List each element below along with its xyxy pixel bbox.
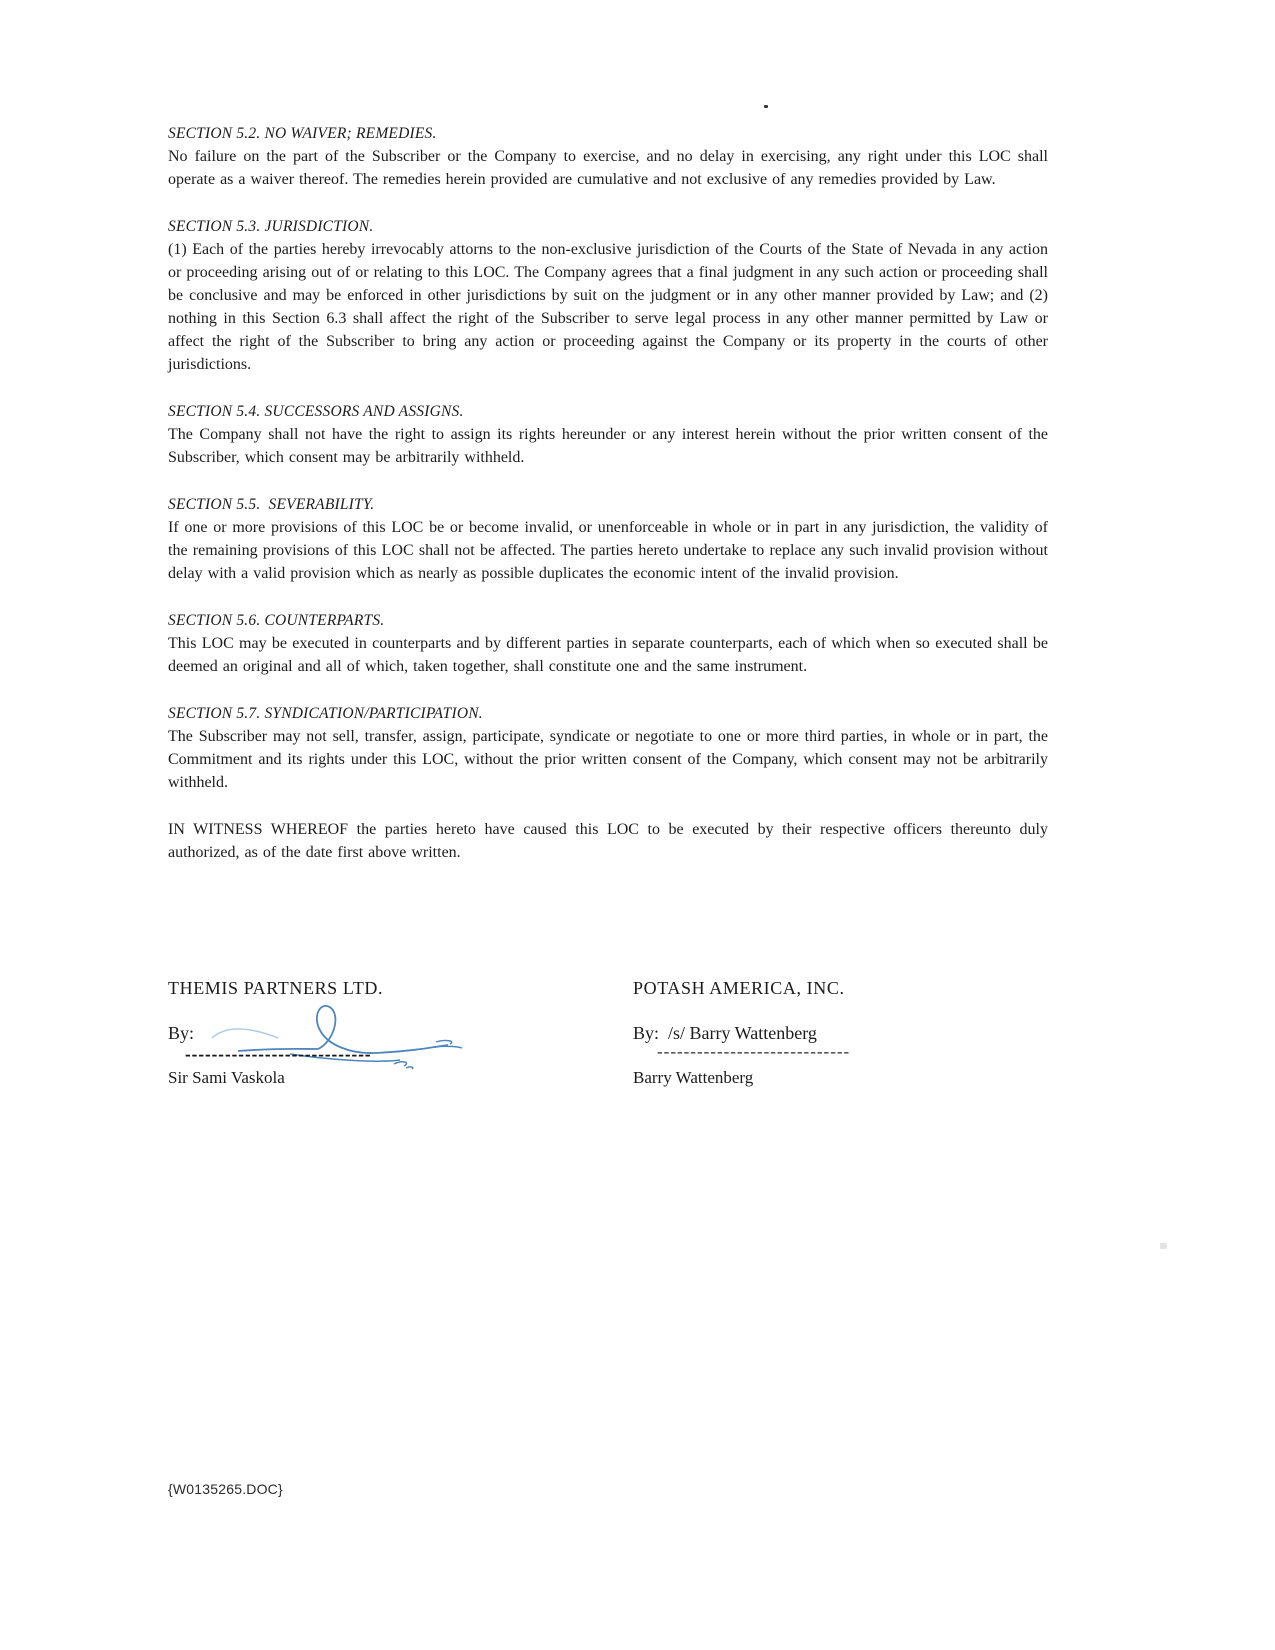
section-5-6	[168, 609, 1048, 678]
section-heading: SECTION 5.4. SUCCESSORS AND ASSIGNS.	[168, 403, 464, 420]
section-5-5	[168, 493, 1048, 585]
by-label: By:	[633, 1023, 660, 1043]
section-body: No failure on the part of the Subscriber or the Company to exercise, and no delay in exercising, any right under this LOC shall operate as a waiver thereof. The remedies herein provided are cumulative and not exclusive of any remedies provided by Law.	[168, 148, 1048, 188]
section-body: This LOC may be executed in counterparts and by different parties in separate counterparts, each of which when so executed shall be deemed an original and all of which, taken together, shall constitute one and the same instrument.	[168, 635, 1048, 675]
witness-clause: IN WITNESS WHEREOF the parties hereto have caused this LOC to be executed by their respective officers thereunto duly authorized, as of the date first above written.	[168, 821, 1048, 861]
section-5-2	[168, 122, 1048, 191]
signature-stroke-tail	[434, 1041, 462, 1048]
section-5-3	[168, 215, 1048, 376]
scan-artifact-dot	[764, 105, 768, 108]
signatory-name: Barry Wattenberg	[633, 1068, 754, 1087]
company-name: THEMIS PARTNERS LTD.	[168, 978, 384, 998]
signatory-name: Sir Sami Vaskola	[168, 1068, 285, 1087]
section-5-7	[168, 702, 1048, 794]
signature-block-potash	[633, 978, 1063, 1108]
signature-line-dashes: -----------------------------	[657, 1042, 851, 1061]
section-heading: SECTION 5.5. SEVERABILITY.	[168, 496, 375, 513]
section-body: The Subscriber may not sell, transfer, assign, participate, syndicate or negotiate to one or more third parties, in whole or in part, the Commitment and its rights under this LOC, without the prior written consent of the Company, which consent may not be arbitrarily withheld.	[168, 728, 1048, 791]
signature-stroke-light	[212, 1029, 278, 1038]
section-body: (1) Each of the parties hereby irrevocably attorns to the non-exclusive jurisdiction of the Courts of the State of Nevada in any action or proceeding arising out of or relating to this LOC. The Company agrees that a final judgment in any such action or proceeding shall be conclusive and may be enforced in other jurisdictions by suit on the judgment or in any other manner provided by Law; and (2) nothing in this Section 6.3 shall affect the right of the Subscriber to serve legal process in any other manner permitted by Law or affect the right of the Subscriber to bring any action or proceeding against the Company or its property in the courts of other jurisdictions.	[168, 241, 1048, 373]
document-body	[168, 122, 1048, 864]
signature-line-dashes: ----------------------------	[185, 1041, 372, 1066]
section-heading: SECTION 5.2. NO WAIVER; REMEDIES.	[168, 125, 437, 142]
conformed-signature-line	[633, 1023, 817, 1044]
signature-area	[0, 978, 1275, 1108]
scan-artifact-dot	[1160, 1243, 1167, 1249]
company-name: POTASH AMERICA, INC.	[633, 978, 845, 998]
section-heading: SECTION 5.7. SYNDICATION/PARTICIPATION.	[168, 705, 483, 722]
conformed-signature: /s/ Barry Wattenberg	[668, 1023, 817, 1043]
signature-block-themis	[168, 978, 638, 1108]
section-heading: SECTION 5.3. JURISDICTION.	[168, 218, 374, 235]
section-5-4	[168, 400, 1048, 469]
document-control-number: {W0135265.DOC}	[168, 1481, 283, 1497]
section-heading: SECTION 5.6. COUNTERPARTS.	[168, 612, 385, 629]
section-body: If one or more provisions of this LOC be or become invalid, or unenforceable in whole or in part in any jurisdiction, the validity of the remaining provisions of this LOC shall not be affected. The parties hereto undertake to replace any such invalid provision without delay with a valid provision which as nearly as possible duplicates the economic intent of the invalid provision.	[168, 519, 1048, 582]
section-body: The Company shall not have the right to assign its rights hereunder or any interest herein without the prior written consent of the Subscriber, which consent may be arbitrarily withheld.	[168, 426, 1048, 466]
by-label: By:	[168, 1023, 195, 1043]
